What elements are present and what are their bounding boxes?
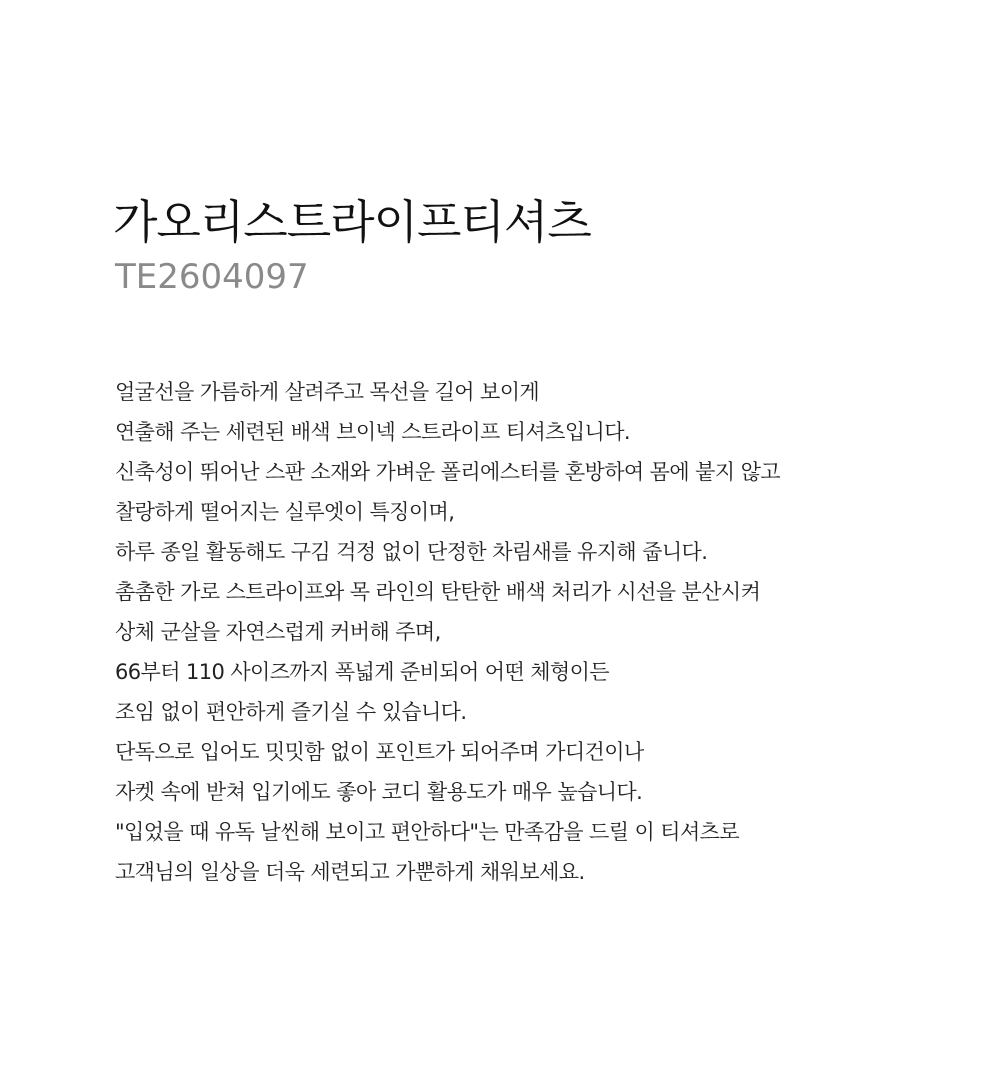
description-line: 66부터 110 사이즈까지 폭넓게 준비되어 어떤 체형이든 [115,660,609,684]
description-line: 신축성이 뛰어난 스판 소재와 가벼운 폴리에스터를 혼방하여 몸에 붙지 않고 [115,460,780,484]
description-line: 고객님의 일상을 더욱 세련되고 가뿐하게 채워보세요. [115,860,585,884]
product-description [115,372,975,892]
description-line: 하루 종일 활동해도 구김 걱정 없이 단정한 차림새를 유지해 줍니다. [115,540,708,564]
description-line: 얼굴선을 가름하게 살려주고 목선을 길어 보이게 [115,380,540,404]
product-title: 가오리스트라이프티셔츠 [113,195,591,249]
description-line: 연출해 주는 세련된 배색 브이넥 스트라이프 티셔츠입니다. [115,420,630,444]
description-line: 찰랑하게 떨어지는 실루엣이 특징이며, [115,500,455,524]
description-line: 단독으로 입어도 밋밋함 없이 포인트가 되어주며 가디건이나 [115,740,644,764]
description-line: 자켓 속에 받쳐 입기에도 좋아 코디 활용도가 매우 높습니다. [115,780,643,804]
description-line: 촘촘한 가로 스트라이프와 목 라인의 탄탄한 배색 처리가 시선을 분산시켜 [115,580,761,604]
description-line: "입었을 때 유독 날씬해 보이고 편안하다"는 만족감을 드릴 이 티셔츠로 [115,820,740,844]
description-line: 상체 군살을 자연스럽게 커버해 주며, [115,620,441,644]
product-header [113,192,953,300]
description-line: 조임 없이 편안하게 즐기실 수 있습니다. [115,700,467,724]
product-code: TE2604097 [115,257,309,297]
